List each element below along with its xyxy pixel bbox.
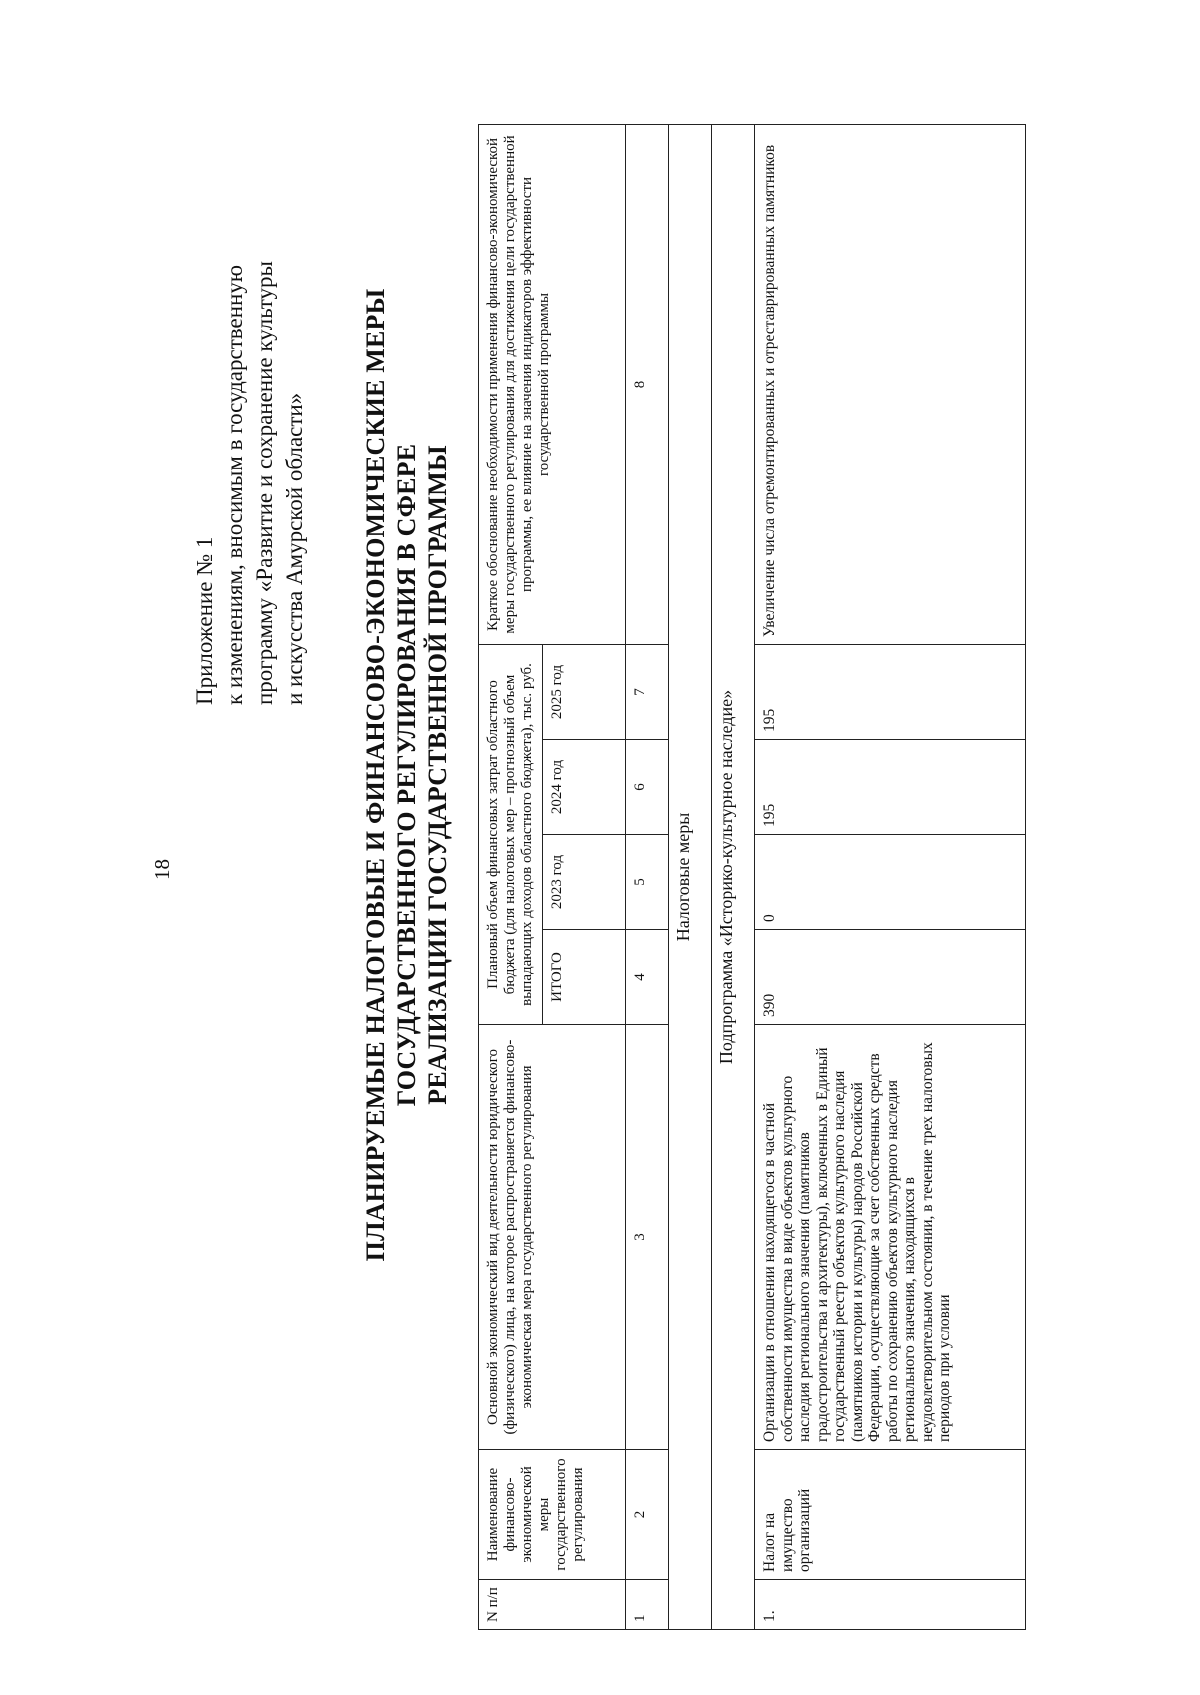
header-measure-name: Наименование финансово-экономической меры государственного регулирования [479,1450,626,1580]
title-line: РЕАЛИЗАЦИИ ГОСУДАРСТВЕННОЙ ПРОГРАММЫ [423,445,452,1105]
title-line: ГОСУДАРСТВЕННОГО РЕГУЛИРОВАНИЯ В СФЕРЕ [392,443,421,1107]
column-number-row [626,124,669,1629]
appendix-line: и искусства Амурской области» [282,392,307,705]
measures-table [478,124,1026,1630]
column-number: 6 [626,740,669,835]
appendix-line: Приложение № 1 [192,536,217,705]
appendix-line: программу «Развитие и сохранение культуры [252,260,277,705]
header-total: ИТОГО [543,930,626,1025]
title-line: ПЛАНИРУЕМЫЕ НАЛОГОВЫЕ И ФИНАНСОВО-ЭКОНОМИЧЕСКИЕ МЕРЫ [361,288,390,1262]
column-number: 3 [626,1025,669,1450]
header-year-2023: 2023 год [543,835,626,930]
row-2024: 195 [755,740,1026,835]
appendix-note [190,65,310,705]
row-activity: Организации в отношении находящегося в частной собственности имущества в виде объектов культурного наследия регионального значения (памятников градостроительства и архитектуры), включенных в Единый государственный реестр объектов культурного наследия (памятников истории и культуры) народов Российской Федерации, осуществляющие за счет собственных средств работы по сохранению объектов культурного наследия регионального значения, находящихся в неудовлетворительном состоянии, в течение трех налоговых периодов при условии [755,1025,1026,1450]
subprogram-heading: Подпрограмма «Историко-культурное наследие» [712,124,755,1629]
section-heading: Налоговые меры [669,124,712,1629]
row-2023: 0 [755,835,1026,930]
table-header-row [479,124,543,1629]
section-row [669,124,712,1629]
row-num: 1. [755,1580,1026,1630]
subprogram-row [712,124,755,1629]
column-number: 8 [626,124,669,644]
row-measure-name: Налог на имущество организаций [755,1450,1026,1580]
table-row [755,124,1026,1629]
column-number: 7 [626,644,669,739]
column-number: 4 [626,930,669,1025]
column-number: 2 [626,1450,669,1580]
header-year-2025: 2025 год [543,644,626,739]
header-year-2024: 2024 год [543,740,626,835]
row-justification: Увеличение числа отремонтированных и отреставрированных памятников [755,124,1026,644]
column-number: 1 [626,1580,669,1630]
row-total: 390 [755,930,1026,1025]
document-title [360,235,453,1315]
header-num: N п/п [479,1580,626,1630]
header-justification: Краткое обоснование необходимости применения финансово-экономической меры государственного регулирования для достижения цели государственной программы, ее влияние на значения индикаторов эффективности государственной программы [479,124,626,644]
row-2025: 195 [755,644,1026,739]
column-number: 5 [626,835,669,930]
header-activity: Основной экономический вид деятельности юридического (физического) лица, на которое распространяется финансово-экономическая мера государственного регулирования [479,1025,626,1450]
page-number: 18 [150,859,174,880]
header-planned-volume: Плановый объем финансовых затрат областного бюджета (для налоговых мер – прогнозный объем выпадающих доходов областного бюджета), тыс. руб. [479,644,543,1024]
appendix-line: к изменениям, вносимым в государственную [222,265,247,705]
